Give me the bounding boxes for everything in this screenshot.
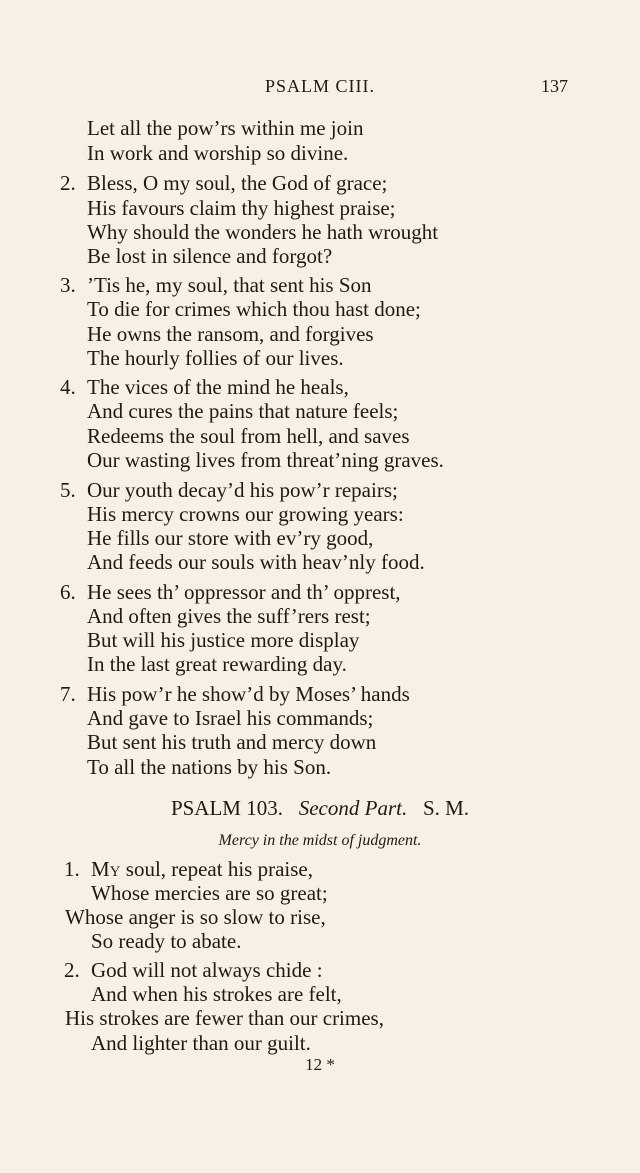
verse-line: His strokes are fewer than our crimes, [65, 1006, 384, 1030]
verse-line: To die for crimes which thou hast done; [87, 297, 421, 321]
verse-line: Let all the pow’rs within me join [87, 116, 364, 140]
verse-line: The vices of the mind he heals, [87, 375, 349, 399]
verse-line: Whose mercies are so great; [91, 881, 328, 905]
verse-line: And feeds our souls with heav’nly food. [87, 550, 425, 574]
verse-line: So ready to abate. [91, 929, 242, 953]
verse-line: And often gives the suff’rers rest; [87, 604, 371, 628]
section-title [0, 796, 640, 821]
verse-line: He fills our store with ev’ry good, [87, 526, 374, 550]
verse-line: He owns the ransom, and forgives [87, 322, 374, 346]
page-header [0, 72, 640, 102]
verse-line: But sent his truth and mercy down [87, 730, 377, 754]
verse-line: Whose anger is so slow to rise, [65, 905, 326, 929]
verse-line: Be lost in silence and forgot? [87, 244, 333, 268]
running-head: PSALM CIII. [264, 76, 375, 96]
verse-line: Redeems the soul from hell, and saves [87, 424, 410, 448]
verse-line: But will his justice more display [87, 628, 360, 652]
stanza-number: 1. [64, 857, 80, 881]
section-title-part: Second Part. [298, 796, 408, 820]
verse-line: To all the nations by his Son. [87, 755, 332, 779]
verse-first-word: My [91, 857, 121, 881]
verse-line: God will not always chide : [91, 958, 323, 982]
stanza-number: 7. [60, 682, 76, 706]
verse-line: In work and worship so divine. [87, 141, 349, 165]
verse-line: ’Tis he, my soul, that sent his Son [87, 273, 372, 297]
stanza-number: 2. [60, 171, 76, 195]
verse-line: Our youth decay’d his pow’r repairs; [87, 478, 398, 502]
verse-line: And gave to Israel his commands; [87, 706, 374, 730]
stanza-number: 3. [60, 273, 76, 297]
verse-line: Why should the wonders he hath wrought [87, 220, 439, 244]
signature-mark: 12 * [305, 1055, 335, 1074]
section-title-meter: S. M. [422, 796, 470, 820]
verse-line: The hourly follies of our lives. [87, 346, 344, 370]
section-subtitle: Mercy in the midst of judgment. [218, 832, 422, 849]
verse-line: His pow’r he show’d by Moses’ hands [87, 682, 410, 706]
verse-line: He sees th’ oppressor and th’ opprest, [87, 580, 401, 604]
verse-line: And cures the pains that nature feels; [87, 399, 399, 423]
section-title-psalm: PSALM 103. [170, 796, 283, 820]
verse-line-rest: soul, repeat his praise, [125, 857, 313, 881]
verse-line: Our wasting lives from threat’ning graves. [87, 448, 444, 472]
verse-line: And when his strokes are felt, [91, 982, 342, 1006]
stanza-number: 4. [60, 375, 76, 399]
page-number: 137 [541, 76, 568, 96]
verse-line: In the last great rewarding day. [87, 652, 347, 676]
verse-line: And lighter than our guilt. [91, 1031, 311, 1055]
stanza-number: 6. [60, 580, 76, 604]
verse-line: His favours claim thy highest praise; [87, 196, 396, 220]
stanza-number: 2. [64, 958, 80, 982]
verse-line: Bless, O my soul, the God of grace; [87, 171, 388, 195]
verse-line: His mercy crowns our growing years: [87, 502, 404, 526]
verse-line [91, 857, 313, 881]
stanza-number: 5. [60, 478, 76, 502]
